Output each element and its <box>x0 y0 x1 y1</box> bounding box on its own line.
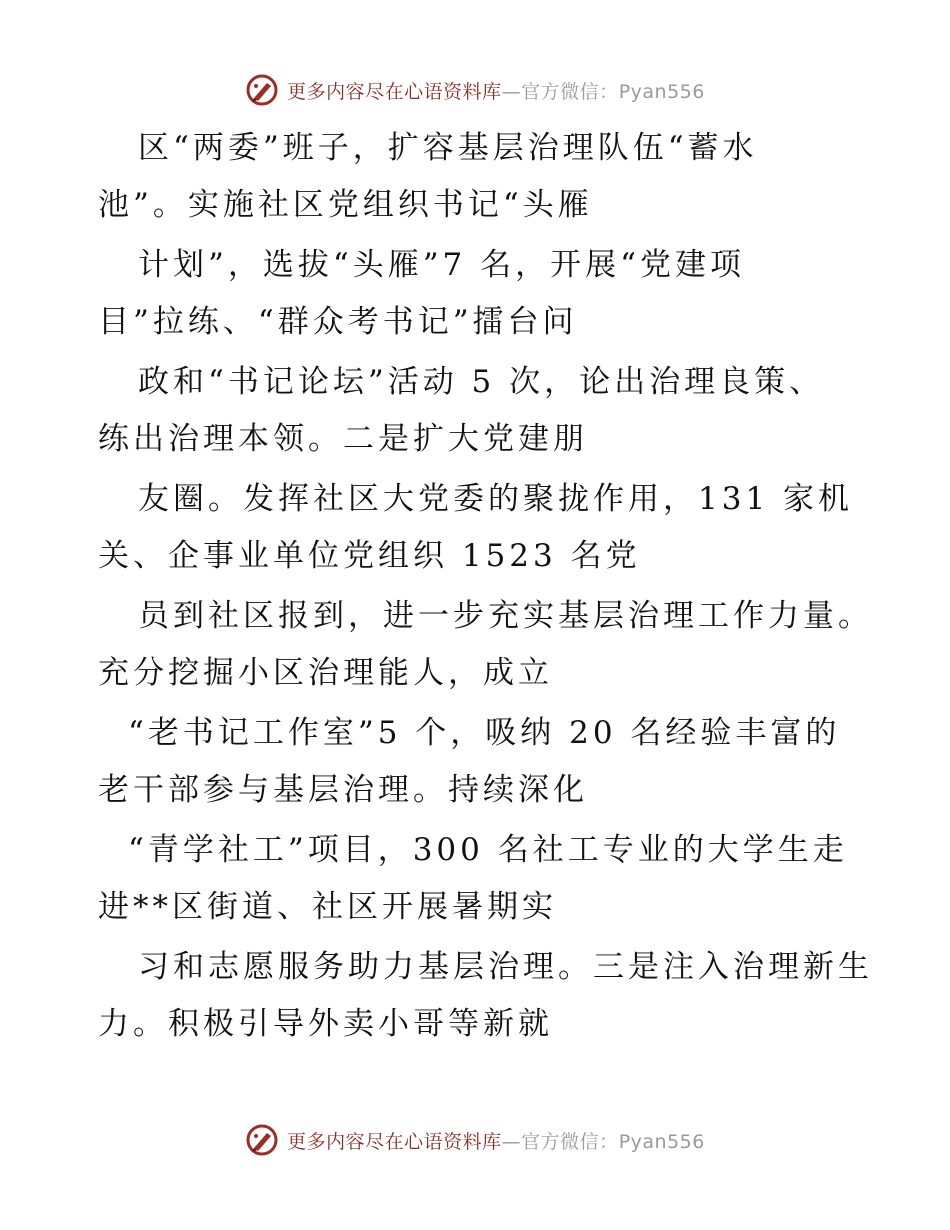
text-line: “老书记工作室”5 个，吸纳 20 名经验丰富的 <box>128 715 841 751</box>
text-line: 充分挖掘小区治理能人，成立 <box>98 655 553 691</box>
watermark-wechat-id: Pyan556 <box>618 80 705 103</box>
text-line: 练出治理本领。二是扩大党建朋 <box>98 421 588 457</box>
text-line: 习和志愿服务助力基层治理。三是注入治理新生 <box>138 949 873 985</box>
text-line: 力。积极引导外卖小哥等新就 <box>98 1006 553 1042</box>
watermark-text <box>287 1127 705 1154</box>
footer-watermark <box>0 1122 950 1158</box>
watermark-wechat-label: 官方微信： <box>521 1130 619 1153</box>
text-line: 员到社区报到，进一步充实基层治理工作力量。 <box>138 598 873 634</box>
pen-logo-icon <box>245 1123 279 1157</box>
watermark-wechat-id: Pyan556 <box>618 1130 705 1153</box>
text-line: 关、企事业单位党组织 1523 名党 <box>98 538 641 574</box>
watermark-text <box>287 77 705 104</box>
watermark-main: 更多内容尽在心语资料库 <box>287 80 502 103</box>
text-line: “青学社工”项目，300 名社工专业的大学生走 <box>128 832 848 868</box>
text-line: 计划”，选拔“头雁”7 名，开展“党建项 <box>138 247 745 283</box>
watermark-separator: — <box>501 1130 522 1153</box>
text-line: 友圈。发挥社区大党委的聚拢作用，131 家机 <box>138 481 854 517</box>
text-line: 进**区街道、社区开展暑期实 <box>98 889 557 925</box>
watermark-wechat-label: 官方微信： <box>521 80 619 103</box>
text-line: 区“两委”班子，扩容基层治理队伍“蓄水 <box>138 130 758 166</box>
header-watermark <box>0 72 950 108</box>
pen-logo-icon <box>245 73 279 107</box>
watermark-separator: — <box>501 80 522 103</box>
text-line: 池”。实施社区党组织书记“头雁 <box>98 187 593 223</box>
text-line: 老干部参与基层治理。持续深化 <box>98 772 588 808</box>
text-line: 目”拉练、“群众考书记”擂台问 <box>98 304 578 340</box>
text-line: 政和“书记论坛”活动 5 次，论出治理良策、 <box>138 364 825 400</box>
watermark-main: 更多内容尽在心语资料库 <box>287 1130 502 1153</box>
